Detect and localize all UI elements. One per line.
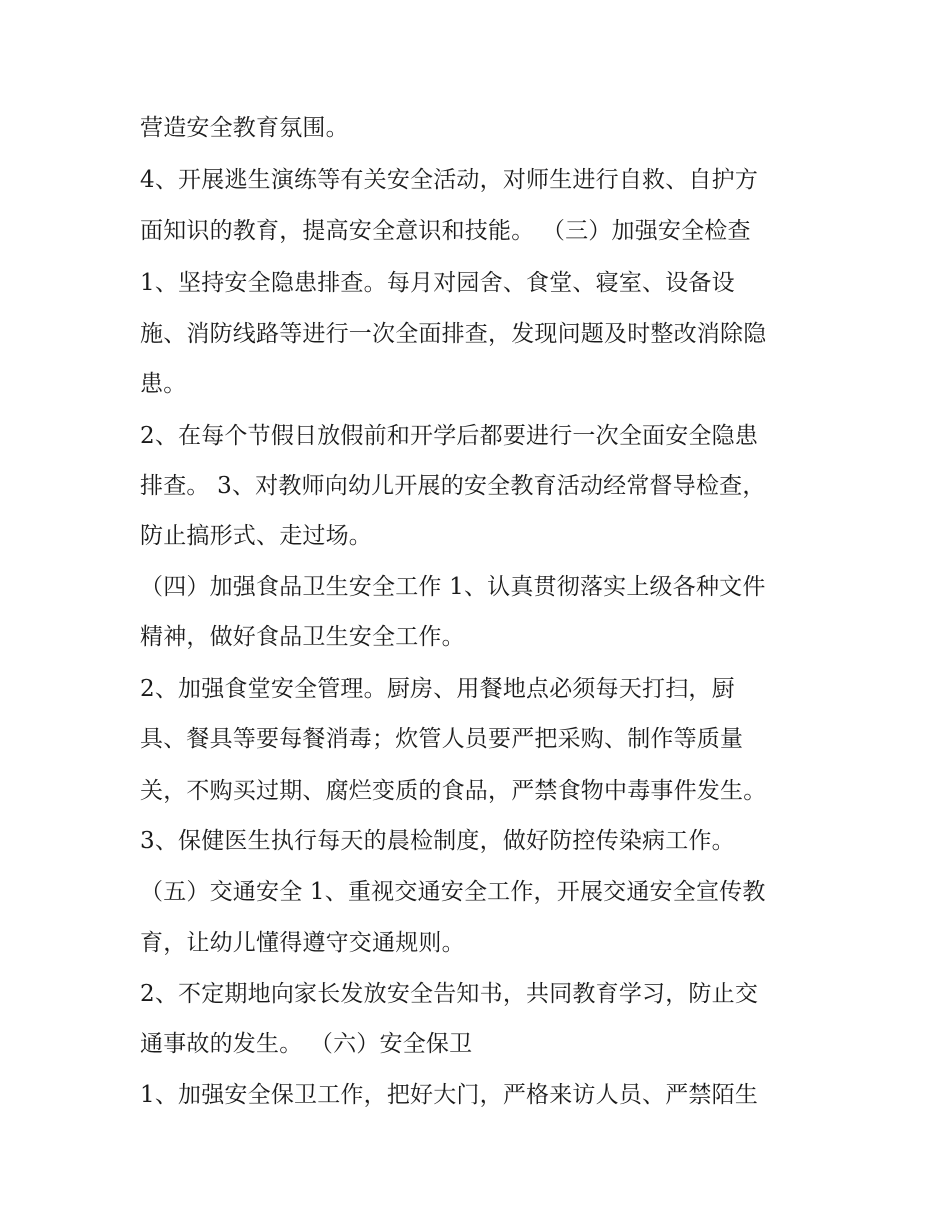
text-line: 2、在每个节假日放假前和开学后都要进行一次全面安全隐患 [140, 423, 759, 449]
text-line: 1、加强安全保卫工作，把好大门，严格来访人员、严禁陌生 [140, 1082, 759, 1108]
text-line: 2、不定期地向家长发放安全告知书，共同教育学习，防止交 [140, 981, 759, 1007]
text-line: 具、餐具等要每餐消毒；炊管人员要严把采购、制作等质量 [140, 726, 744, 752]
text-line: 2、加强食堂安全管理。厨房、用餐地点必须每天打扫，厨 [140, 676, 735, 702]
text-line: （四）加强食品卫生安全工作 1、认真贯彻落实上级各种文件 [140, 574, 766, 600]
text-line: 营造安全教育氛围。 [140, 115, 349, 141]
text-line: 患。 [140, 371, 187, 397]
text-line: 4、开展逃生演练等有关安全活动，对师生进行自救、自护方 [140, 167, 759, 193]
text-line: 关，不购买过期、腐烂变质的食品，严禁食物中毒事件发生。 [140, 778, 767, 804]
text-line: 育，让幼儿懂得遵守交通规则。 [140, 930, 465, 956]
text-line: 面知识的教育，提高安全意识和技能。 （三）加强安全检查 [140, 218, 751, 244]
text-line: 通事故的发生。 （六）安全保卫 [140, 1031, 473, 1057]
text-line: 施、消防线路等进行一次全面排查，发现问题及时整改消除隐 [140, 321, 767, 347]
text-line: 排查。 3、对教师向幼儿开展的安全教育活动经常督导检查， [140, 473, 766, 499]
text-line: 1、坚持安全隐患排查。每月对园舍、食堂、寝室、设备设 [140, 270, 735, 296]
text-line: 精神，做好食品卫生安全工作。 [140, 624, 465, 650]
text-line: （五）交通安全 1、重视交通安全工作，开展交通安全宣传教 [140, 879, 766, 905]
text-line: 3、保健医生执行每天的晨检制度，做好防控传染病工作。 [140, 828, 735, 854]
text-line: 防止搞形式、走过场。 [140, 523, 372, 549]
